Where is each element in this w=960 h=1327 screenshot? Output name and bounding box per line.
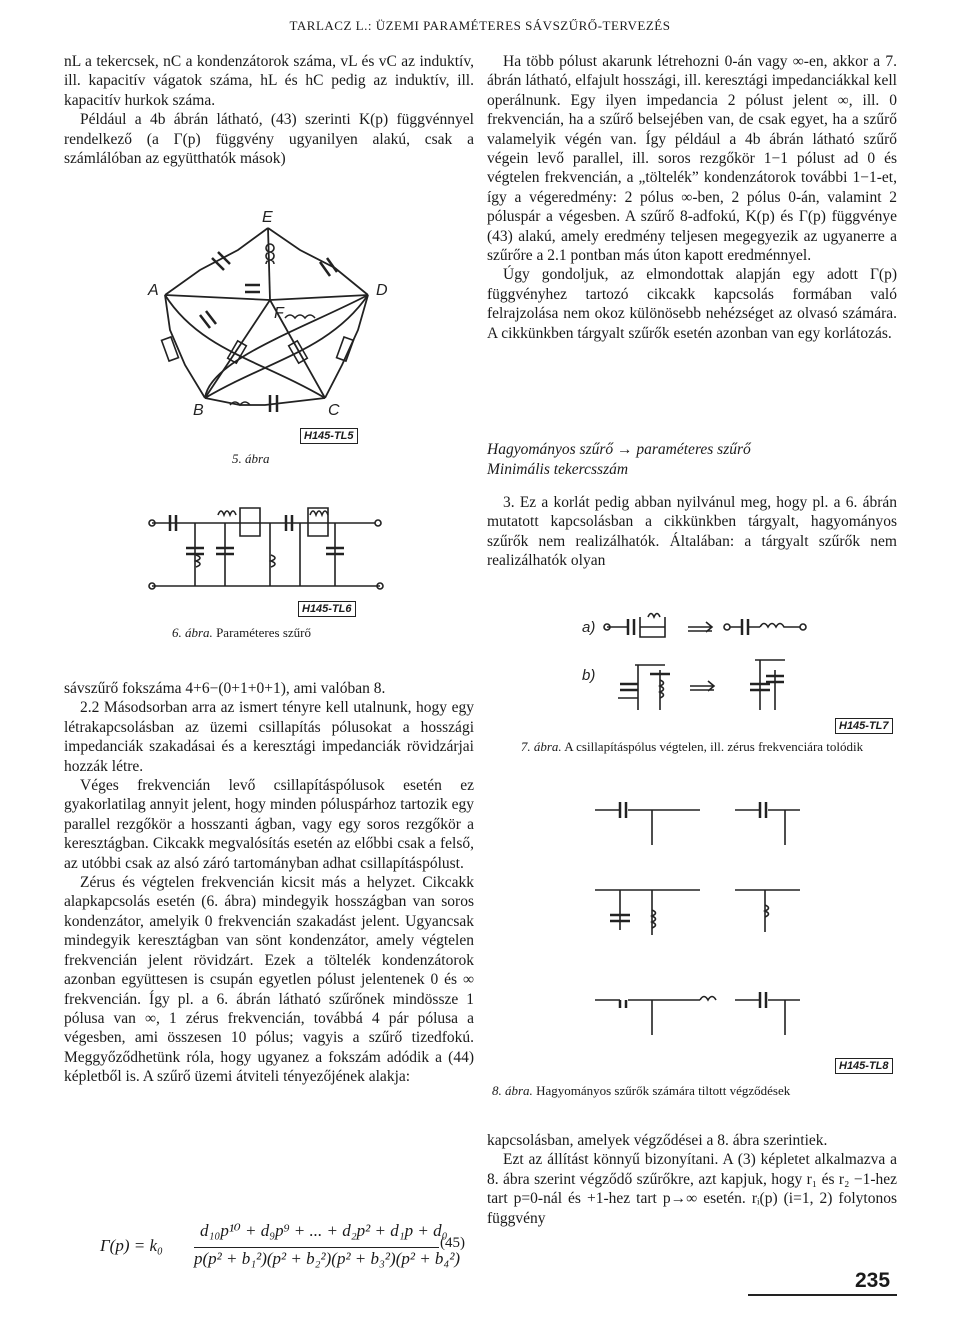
figure-7-tag: H145-TL7 xyxy=(835,718,893,734)
formula-numerator: d₁₀p¹⁰ + d₉p⁹ + ... + d₂p² + d₁p + d₀ xyxy=(200,1221,448,1240)
branch-edge xyxy=(735,1000,800,1035)
node-label-D: D xyxy=(376,282,388,299)
paragraph: kapcsolásban, amelyek végződései a 8. ábra szerintiek. xyxy=(487,1132,828,1149)
figure-6-tag: H145-TL6 xyxy=(298,601,356,617)
figure-8-tag: H145-TL8 xyxy=(835,1058,893,1074)
figure-number: 6. ábra. xyxy=(172,625,213,640)
paragraph: Ha több pólust akarunk létrehozni 0-án vagy ∞-en, akkor a 7. ábrán látható, elfajult hosszági, ill. keresztági impedanciákkal kell operálnunk. Egy ilyen impedancia 2 pólust jelent ∞, ill. 0 frekvencián, ha a szűrő belsejében van, de csak egyet, ha a szűrő valamelyik végén van. Így például a 4b ábrán látható szűrő végein levő parallel, ill. soros rezgőkör 1−1 pólust ad 0 és végtelen frekvencián, a „töltelék” kondenzátorok további 1−1-et, így a végeredmény: 2 pólus ∞-ben, 2 pólus 0-án, valamint 2 póluspár a végesben. A szűrő 8-adfokú, K(p) és Γ(p) függvénye (43) alakú, amely eredmény teljesen megegyezik az ugyanerre a szűrőre a 2.1 pontban más úton kapott eredménnyel. xyxy=(487,53,897,265)
node-label-B: B xyxy=(193,402,204,419)
paragraph: nL a tekercsek, nC a kondenzátorok száma, vL és vC az induktív, ill. kapacitív vágatok száma, hL és hC pedig az induktív, ill. kapacitív hurkok száma. xyxy=(64,53,474,109)
heading-line: Minimális tekercsszám xyxy=(487,461,629,478)
figure-5-caption: 5. ábra xyxy=(232,451,270,466)
branch-edge xyxy=(735,890,800,932)
right-column-bottom xyxy=(487,1131,897,1228)
figure-7-label-b: b) xyxy=(582,667,596,684)
figure-5-tag: H145-TL5 xyxy=(300,428,358,444)
paragraph: 3. Ez a korlát pedig abban nyilvánul meg, hogy pl. a 6. ábrán mutatott kapcsolásban a cikkünkben tárgyalt, hagyományos szűrők nem realizálhatók. Általában: a tárgyalt szűrők nem realizálhatók olyan xyxy=(487,494,897,570)
figure-caption-text: Paraméteres szűrő xyxy=(216,625,311,640)
node-label-E: E xyxy=(262,209,273,226)
paragraph: Ezt az állítást könnyű bizonyítani. A (3) képletet alkalmazva a 8. ábra szerint végződő szűrőkre, azt kapjuk, hogy r₁ és r₂ −1-hez tart p=0-nál és +1-hez tart p→∞ esetén. rᵢ(p) (i=1, 2) folytonos függvény xyxy=(487,1151,897,1227)
figure-number: 7. ábra. xyxy=(520,739,562,754)
paragraph: Véges frekvencián levő csillapításpólusok esetén ez gyakorlatilag annyit jelent, hogy minden póluspárhoz tartozik egy parallel rezgőkör a hosszanti ágban, vagy egy soros rezgőkör a keresztágban. Cikcakk megvalósítás esetén az előbbi csak a felső, az utóbbi csak az alsó záró tartományban adhat csillapításpólust. xyxy=(64,777,474,872)
formula-denominator: p(p² + b₁²)(p² + b₂²)(p² + b₃²)(p² + b₄²) xyxy=(194,1249,461,1268)
figure-number: 8. ábra. xyxy=(492,1083,533,1098)
branch-edge xyxy=(595,810,700,845)
branch-edge xyxy=(735,810,800,845)
figure-7-label-a: a) xyxy=(582,619,596,636)
paragraph: 2.2 Másodsorban arra az ismert tényre kell utalnunk, hogy egy létrakapcsolásban az üzemi csillapítás pólusokat a hosszági impedanciák szakadásai és a keresztági impedanciák rövidzárjai hozzák létre. xyxy=(64,699,474,775)
formula-lhs: Γ(p) = k₀ xyxy=(100,1236,163,1255)
figure-8-caption xyxy=(492,1083,790,1099)
branch-edge xyxy=(595,1000,700,1035)
figure-caption-text: A csillapításpólus végtelen, ill. zérus frekvenciára tolódik xyxy=(564,739,864,754)
paragraph: sávszűrő fokszáma 4+6−(0+1+0+1), ami valóban 8. xyxy=(64,680,386,697)
inductor-symbol xyxy=(700,997,716,1001)
figure-caption-text: Hagyományos szűrők számára tiltott végződések xyxy=(536,1083,791,1098)
heading-line: Hagyományos szűrő → paraméteres szűrő xyxy=(487,441,751,458)
page-rule xyxy=(748,1294,897,1296)
running-head: TARLACZ L.: ÜZEMI PARAMÉTERES SÁVSZŰRŐ-TERVEZÉS xyxy=(289,18,671,33)
equation-number: (45) xyxy=(440,1235,465,1251)
node-label-F: F xyxy=(274,305,284,322)
branch-edge xyxy=(595,890,700,935)
page-number: 235 xyxy=(855,1269,891,1292)
paragraph: Például a 4b ábrán látható, (43) szerinti K(p) függvénnyel rendelkező (a Γ(p) függvény ugyanilyen alakú, csak a számlálóban az együtthatók mások) xyxy=(64,111,474,168)
node-label-A: A xyxy=(148,282,159,299)
paragraph: Úgy gondoljuk, az elmondottak alapján egy adott Γ(p) függvényhez tartozó cikcakk kapcsolás formában való felrajzolása nem okoz különösebb nehézséget az olvasó számára. A cikkünkben tárgyalt szűrők esetén azonban van egy korlátozás. xyxy=(487,266,897,342)
paragraph: Zérus és végtelen frekvencián kicsit más a helyzet. Cikcakk alapkapcsolás esetén (6. ábra) mindegyik hosszágban van soros kondenzátor, amelyik 0 frekvencián szakadást jelent. Ugyancsak mindegyik keresztágban van sönt kondenzátor, amely végtelen frekvencián jelent rövidzárt. Ezek a töltelék kondenzátorok azonban együttesen is csupán egyetlen pólust jelentenek 0 és ∞ frekvencián. Így pl. a 6. ábrán látható szűrőnek mindössze 1 pólusa van ∞, 1 zérus frekvencián, továbbá 4 pár pólusa a végesben, ami összesen 10 pólus; vagyis a szűrő tizedfokú. Meggyőződhetünk róla, hogy ugyanez a fokszám adódik a (44) képletből is. A szűrő üzemi átviteli tényezőjének alakja: xyxy=(64,874,474,1086)
node-label-C: C xyxy=(328,402,340,419)
